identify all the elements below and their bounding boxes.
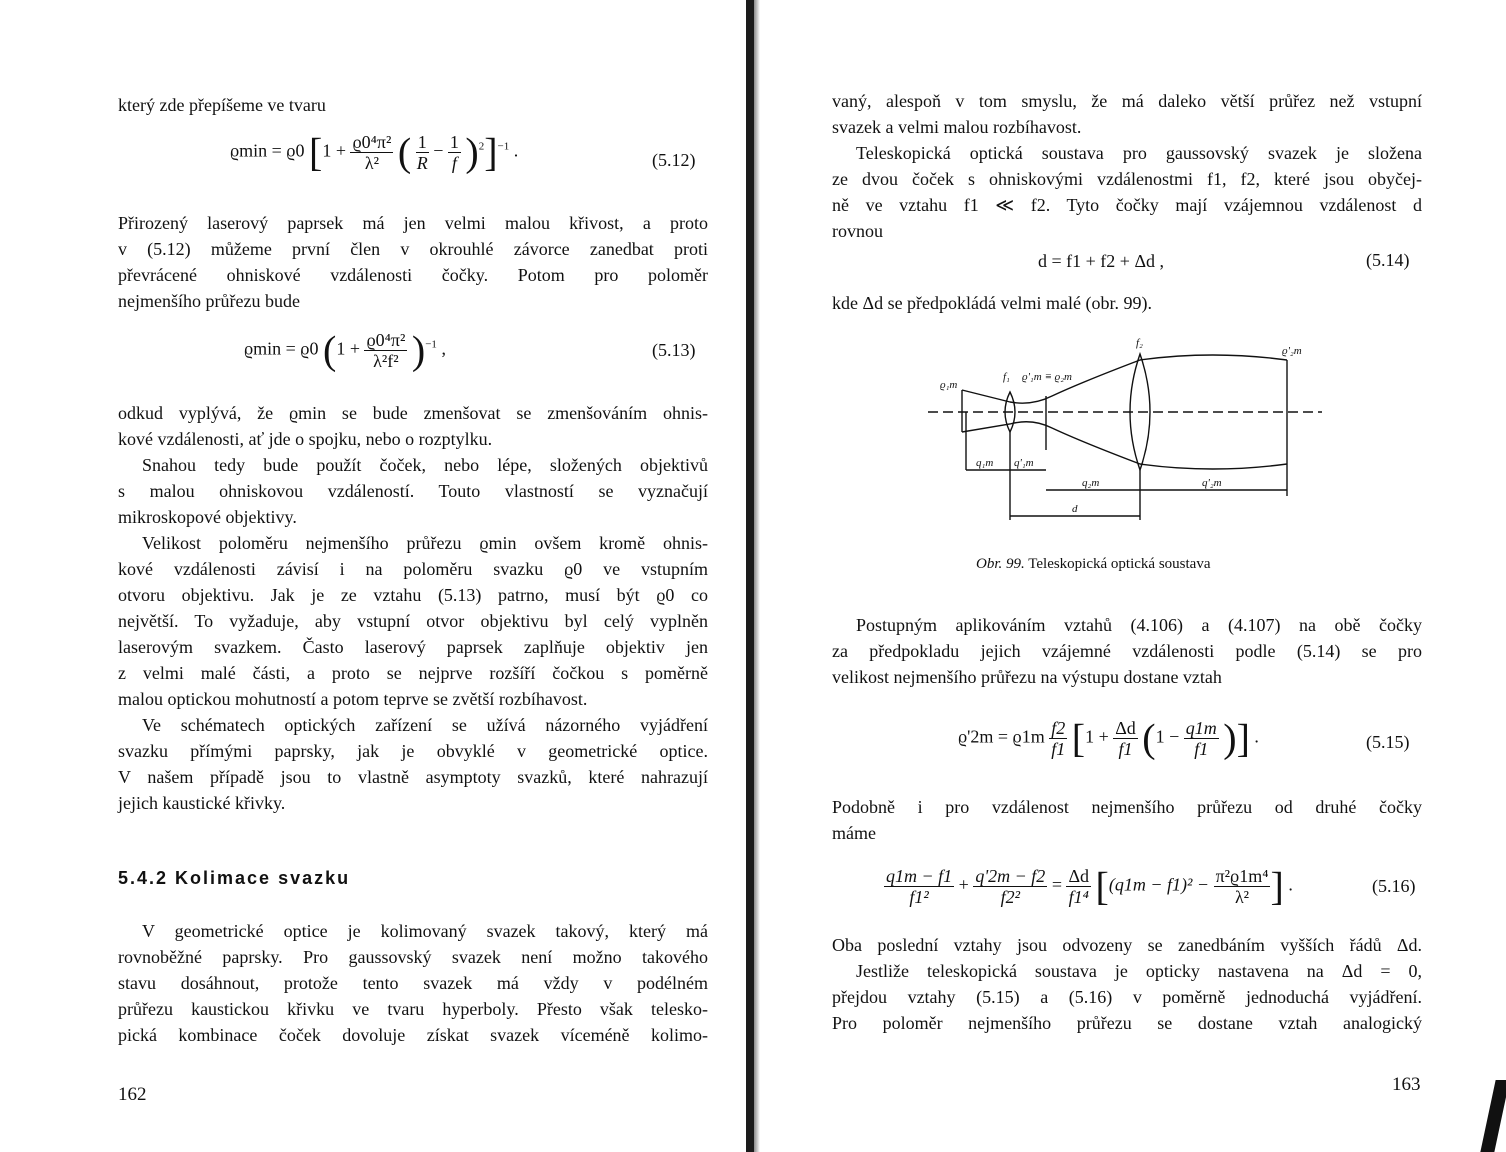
text-line: svazek a velmi malou rozbíhavost. xyxy=(832,117,1082,137)
eq512-one-a: 1 xyxy=(417,132,427,152)
text-line: s malou ohniskovou vzdáleností. Touto vlastností se vyznačují xyxy=(118,481,708,501)
left-page xyxy=(0,0,752,1152)
right-page-number: 163 xyxy=(1392,1074,1421,1095)
text-line: stavu dosáhnout, protože tento svazek má vždy v podélném xyxy=(118,973,708,993)
eq512-exp-out: −1 xyxy=(497,140,510,153)
text-line: Snahou tedy bude použít čoček, nebo lépe, složených objektivů xyxy=(142,455,708,475)
text-line: otvoru objektivu. Jak je ze vztahu (5.13) patrno, musí být ϱ0 co xyxy=(118,585,708,605)
equation-5-16: $\frac{q1m - f1}{\text{f1²}}$ + $\frac{q'2m - f2}{\text{f2²}}$ = $\frac{\Delta d}{\text{f1⁴}}$ [(q1m − f1)² − $\frac{\text{π²ϱ1m⁴}}{\text{λ²}}$ ] . xyxy=(886,863,1293,909)
eq515-num-dd: Δd xyxy=(1115,718,1136,738)
eq513-den: λ²f² xyxy=(373,351,399,371)
eq512-R: R xyxy=(416,153,428,173)
label-q1m: q₁m xyxy=(976,457,994,469)
text-line: Pro poloměr nejmenšího průřezu se dostane vztah analogický xyxy=(832,1013,1422,1033)
text-line: z velmi malé části, a proto se nejprve rozšíří čočkou s poměrně xyxy=(118,663,708,683)
text-line: Podobně i pro vzdálenost nejmenšího průřezu od druhé čočky xyxy=(832,797,1422,817)
label-rho1m: ϱ₁m xyxy=(940,379,958,391)
eq512-den: λ² xyxy=(364,153,379,173)
eq516-d4: λ² xyxy=(1234,887,1250,907)
text-line: odkud vyplývá, že ϱmin se bude zmenšovat se zmenšováním ohnis- xyxy=(118,403,708,423)
text-line: Velikost poloměru nejmenšího průřezu ϱmin ovšem kromě ohnis- xyxy=(142,533,708,553)
text-line: laserovým svazkem. Často laserový paprsek zaplňuje objektiv jen xyxy=(118,637,708,657)
text-line: Teleskopická optická soustava pro gaussovský svazek je složena xyxy=(856,143,1422,163)
text-line: největší. To vyžaduje, aby vstupní otvor objektivu byl celý vyplněn xyxy=(118,611,708,631)
eq512-lhs: ϱmin = ϱ0 xyxy=(230,140,305,161)
eq512-num: ϱ0⁴π² xyxy=(352,132,392,152)
text-line: ně ve vztahu f1 ≪ f2. Tyto čočky mají vzájemnou vzdálenost d xyxy=(832,195,1422,215)
text-line: Oba poslední vztahy jsou odvozeny se zanedbáním vyšších řádů Δd. xyxy=(832,935,1422,955)
eq516-d1: f1² xyxy=(909,887,929,907)
label-q1m-prime: q'₁m xyxy=(1014,457,1034,469)
eq515-den-f1-b: f1 xyxy=(1118,739,1133,759)
text-line: kové vzdálenosti, ať jde o spojku, nebo o rozptylku. xyxy=(118,429,493,449)
caption-text: Teleskopická optická soustava xyxy=(1028,556,1211,572)
eq516-n2: q'2m − f2 xyxy=(975,866,1046,886)
text-line: svazku přímými paprsky, jak je obvyklé v geometrické optice. xyxy=(118,741,708,761)
eq512-exp: 2 xyxy=(478,140,485,153)
eq516-n3: Δd xyxy=(1068,866,1090,886)
eq516-n4: π²ϱ1m⁴ xyxy=(1215,866,1269,886)
equation-5-13: ϱmin = ϱ0 (1 + $\frac{\text{ϱ0⁴π²}}{\text{λ²f²}}$ )$^{-1}$ , xyxy=(244,327,446,373)
eq513-exp-out: −1 xyxy=(425,338,437,351)
text-line: Jestliže teleskopická soustava je opticky nastavena na Δd = 0, xyxy=(856,961,1422,981)
eq512-f: f xyxy=(451,153,457,173)
text-line: máme xyxy=(832,823,876,843)
figure-caption xyxy=(976,556,1210,573)
text-line: vaný, alespoň v tom smyslu, že má daleko větší průřez než vstupní xyxy=(832,91,1422,111)
right-page xyxy=(752,0,1506,1152)
caption-label: Obr. 99. xyxy=(976,556,1025,572)
text-line: Ve schématech optických zařízení se užívá názorného vyjádření xyxy=(142,715,708,735)
label-rho1m-prime: ϱ'₁m ≡ ϱ₂m xyxy=(1022,371,1072,383)
text-line: V geometrické optice je kolimovaný svazek takový, který má xyxy=(142,921,708,941)
eq513-num: ϱ0⁴π² xyxy=(366,330,406,350)
figure-telescope-diagram xyxy=(922,330,1342,530)
label-f1: f₁ xyxy=(1003,371,1010,383)
eq513-number: (5.13) xyxy=(652,340,696,360)
text-line: jejich kaustické křivky. xyxy=(118,793,286,813)
equation-5-15: ϱ'2m = ϱ1m $\frac{f2}{f1}$ [1 + $\frac{\Delta d}{f1}$ (1 − $\frac{q1m}{f1}$ )] . xyxy=(958,715,1259,761)
eq515-den-f1-c: f1 xyxy=(1194,739,1209,759)
label-q2m-prime: q'₂m xyxy=(1202,477,1222,489)
text-line: který zde přepíšeme ve tvaru xyxy=(118,95,326,115)
eq515-one: 1 xyxy=(1155,726,1165,747)
section-heading: 5.4.2 Kolimace svazku xyxy=(118,868,351,888)
label-q2m: q₂m xyxy=(1082,477,1100,489)
eq515-lhs: ϱ'2m = ϱ1m xyxy=(958,726,1045,747)
eq516-inner: (q1m − f1)² − xyxy=(1108,874,1210,895)
text-line: nejmenšího průřezu bude xyxy=(118,291,300,311)
text-line: v (5.12) můžeme první člen v okrouhlé závorce zanedbat proti xyxy=(118,239,708,259)
label-rho2m-prime: ϱ'₂m xyxy=(1282,345,1302,357)
text-line: Postupným aplikováním vztahů (4.106) a (4.107) na obě čočky xyxy=(856,615,1422,635)
eq516-d3: f1⁴ xyxy=(1068,887,1089,907)
text-line: rovnou xyxy=(832,221,883,241)
text-line-after-514: kde Δd se předpokládá velmi malé (obr. 99). xyxy=(832,293,1152,313)
text-line: mikroskopové objektivy. xyxy=(118,507,297,527)
text-line: rovnoběžné paprsky. Pro gaussovský svazek není možno takového xyxy=(118,947,708,967)
eq513-lhs: ϱmin = ϱ0 xyxy=(244,338,319,359)
eq515-den-f1: f1 xyxy=(1051,739,1066,759)
eq514-number: (5.14) xyxy=(1366,250,1410,270)
text-line: Přirozený laserový paprsek má jen velmi malou křivost, a proto xyxy=(118,213,708,233)
eq512-one-b: 1 xyxy=(449,132,459,152)
eq515-num-f2: f2 xyxy=(1051,718,1066,738)
eq515-number: (5.15) xyxy=(1366,732,1410,752)
text-line: přejdou vztahy (5.15) a (5.16) v poměrně jednoduchá vyjádření. xyxy=(832,987,1422,1007)
text-line: malou optickou mohutností a potom teprve se zvětší rozbíhavost. xyxy=(118,689,588,709)
text-line: ze dvou čoček s ohniskovými vzdálenostmi f1, f2, které jsou obyčej- xyxy=(832,169,1422,189)
eq515-num-q1m: q1m xyxy=(1185,718,1217,738)
beam-upper-edge xyxy=(962,355,1287,403)
text-line: za předpokladu jejich vzájemné vzdálenosti podle (5.14) se pro xyxy=(832,641,1422,661)
eq516-d2: f2² xyxy=(1000,887,1021,907)
left-page-number: 162 xyxy=(118,1084,147,1105)
eq516-n1: q1m − f1 xyxy=(886,866,953,886)
eq516-number: (5.16) xyxy=(1372,876,1416,896)
label-d: d xyxy=(1072,503,1078,515)
eq512-number: (5.12) xyxy=(652,150,696,170)
text-line: V našem případě jsou to vlastně asymptoty svazků, které nahrazují xyxy=(118,767,708,787)
text-line: pická kombinace čoček dovoluje získat svazek víceméně kolimo- xyxy=(118,1025,708,1045)
equation-5-12: ϱmin = ϱ0 [1 + $\frac{\text{ϱ0⁴π²}}{\text{λ²}}$ ( $\frac{1}{R}$ − $\frac{1}{f}$ )$^2$]$^{-1}$ . xyxy=(230,129,519,175)
text-line: velikost nejmenšího průřezu na výstupu dostane vztah xyxy=(832,667,1222,687)
text-line: převrácené ohniskové vzdálenosti čočky. Potom pro poloměr xyxy=(118,265,708,285)
text-line: průřezu kaustickou křivku ve tvaru hyperboly. Přesto však telesko- xyxy=(118,999,708,1019)
text-line: kové vzdálenosti závisí i na poloměru svazku ϱ0 ve vstupním xyxy=(118,559,708,579)
equation-5-14: d = f1 + f2 + Δd , xyxy=(1038,251,1165,271)
label-f2: f₂ xyxy=(1136,337,1143,349)
